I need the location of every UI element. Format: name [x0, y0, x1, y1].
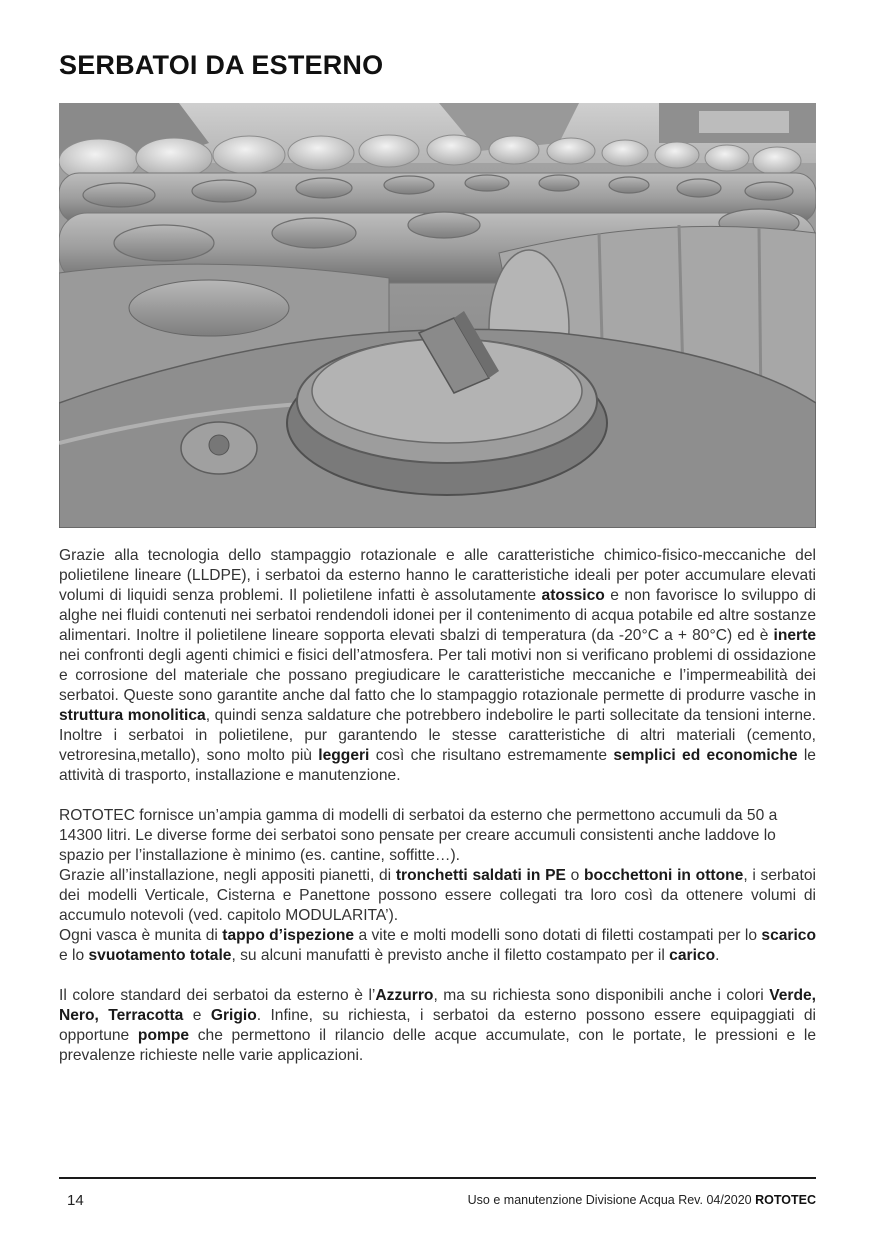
page-title: SERBATOI DA ESTERNO	[59, 50, 384, 80]
bold-term: pompe	[137, 1027, 190, 1044]
paragraph-inspection	[59, 926, 816, 966]
bold-term: Verde, Nero, Terracotta	[59, 987, 816, 1024]
paragraph-installation	[59, 866, 816, 926]
bold-term: Azzurro	[375, 987, 434, 1004]
text-run: e lo	[59, 947, 89, 964]
bold-term: inerte	[773, 627, 816, 644]
text-run: . Infine, su richiesta, i serbatoi da esterno possono essere equipaggiati di opportune	[59, 1007, 816, 1044]
bold-term: svuotamento totale	[88, 947, 232, 964]
text-run: nei confronti degli agenti chimici e fisici dell’atmosfera. Per tali motivi non si verificano problemi di ossidazione e corrosione del materiale che possano pregiudicare le caratteristiche meccaniche e l’impermeabilità dei serbatoi. Queste sono garantite anche dal fatto che lo stampaggio rotazionale permette di produrre vasche in	[59, 647, 816, 704]
bold-term: Grigio	[210, 1007, 257, 1024]
bold-term: scarico	[761, 927, 817, 944]
bold-term: semplici ed economiche	[613, 747, 798, 764]
paragraph-colors	[59, 986, 816, 1066]
text-run: e non favorisce lo sviluppo di alghe nei fluidi contenuti nei serbatoi rendendoli idonei per il contenimento di acqua potabile ed altre sostanze alimentari. Inoltre il polietilene lineare sopporta elevati sbalzi di temperatura (da -20°C a + 80°C) ed è	[59, 587, 817, 644]
tank-photo-image	[59, 103, 816, 528]
bold-term: leggeri	[318, 747, 370, 764]
text-run: ROTOTEC fornisce un’ampia gamma di modelli di serbatoi da esterno che permettono accumuli da 50 a 14300 litri. Le diverse forme dei serbatoi sono pensate per creare accumuli consistenti anche laddove lo spazio per l’installazione è minimo (es. cantine, soffitte…).	[59, 807, 778, 864]
text-run: , su alcuni manufatti è previsto anche il filetto costampato per il	[231, 947, 670, 964]
bold-term: carico	[669, 947, 716, 964]
text-run: o	[565, 867, 585, 884]
text-run: , quindi senza saldature che potrebbero indebolire le parti sollecitate da tensioni interne. Inoltre i serbatoi in polietilene, pur garantendo le stesse caratteristiche di altri materiali (cemento, vetroresina,metallo), sono molto più	[59, 707, 817, 764]
footer-doc-text: Uso e manutenzione Divisione Acqua Rev. 04/2020	[467, 1193, 756, 1207]
text-run: .	[715, 947, 720, 964]
text-run: così che risultano estremamente	[369, 747, 614, 764]
text-run: Ogni vasca è munita di	[59, 927, 223, 944]
bold-term: tappo d’ispezione	[222, 927, 355, 944]
bold-term: tronchetti saldati in PE	[395, 867, 566, 884]
paragraph-range	[59, 806, 816, 866]
bold-term: bocchettoni in ottone	[584, 867, 744, 884]
page-number: 14	[67, 1192, 84, 1209]
text-run: Il colore standard dei serbatoi da esterno è l’	[59, 987, 376, 1004]
footer-divider	[59, 1177, 816, 1179]
text-run: a vite e molti modelli sono dotati di filetti costampati per lo	[354, 927, 762, 944]
text-run: , i serbatoi dei modelli Verticale, Cisterna e Panettone possono essere collegati tra loro così da ottenere volumi di accumulo notevoli (ved. capitolo MODULARITA’).	[59, 867, 816, 924]
text-run: e	[183, 1007, 211, 1024]
text-run: Grazie alla tecnologia dello stampaggio rotazionale e alle caratteristiche chimico-fisico-meccaniche del polietilene lineare (LLDPE), i serbatoi da esterno hanno le caratteristiche ideali per poter accumulare elevati volumi di liquidi senza problemi. Il polietilene infatti è assolutamente	[59, 547, 816, 604]
paragraph-intro	[59, 546, 816, 786]
text-run: , ma su richiesta sono disponibili anche i colori	[433, 987, 770, 1004]
bold-term: struttura monolitica	[59, 707, 206, 724]
text-run: Grazie all’installazione, negli appositi pianetti, di	[59, 867, 396, 884]
text-run: che permettono il rilancio delle acque accumulate, con le portate, le pressioni e le prevalenze richieste nelle varie applicazioni.	[59, 1027, 816, 1064]
footer-text	[468, 1193, 816, 1207]
body-text	[59, 546, 816, 1066]
text-run: le attività di trasporto, installazione e manutenzione.	[59, 747, 816, 784]
bold-term: atossico	[541, 587, 605, 604]
footer-brand: ROTOTEC	[755, 1193, 816, 1207]
tank-photo	[59, 103, 816, 528]
